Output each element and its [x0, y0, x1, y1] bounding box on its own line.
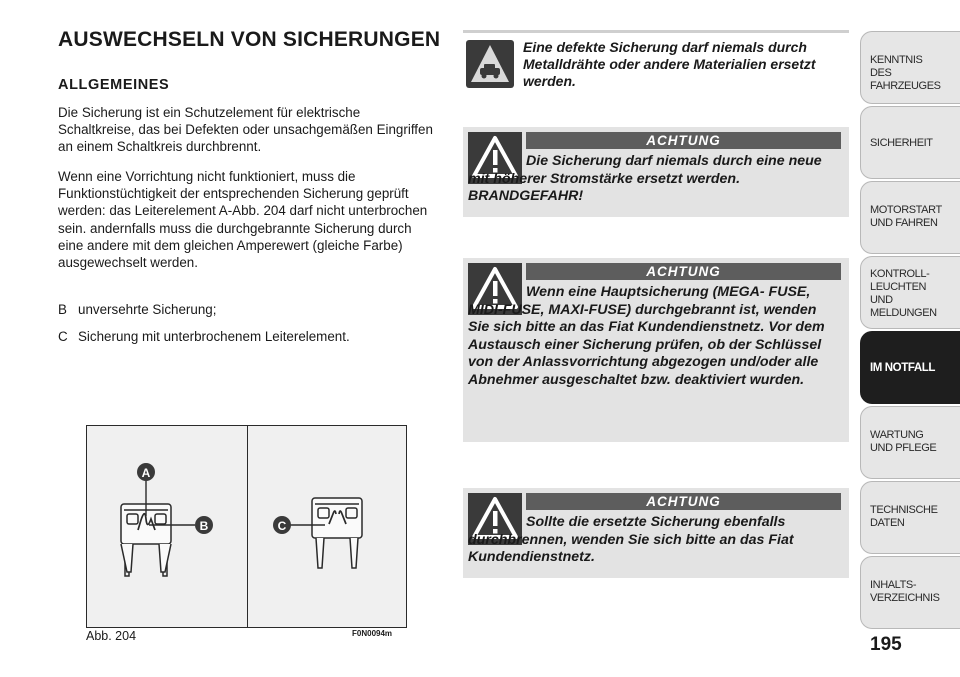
list-text: Sicherung mit unterbrochenem Leiterelement.: [78, 329, 350, 344]
warning-text: [468, 153, 841, 206]
note-block: [463, 34, 849, 94]
warning-text: [468, 284, 841, 390]
tab-technische-daten[interactable]: [860, 481, 960, 554]
list-item: [58, 301, 216, 318]
figure-caption: Abb. 204: [86, 629, 137, 643]
warning-text: [468, 514, 841, 567]
tab-label: DATEN: [870, 517, 905, 529]
tab-label: KENNTNIS: [870, 54, 923, 66]
fuse-illustration: [87, 426, 406, 627]
warning-text-first: Wenn eine Hauptsicherung (MEGA-: [526, 284, 765, 300]
tab-sicherheit[interactable]: [860, 106, 960, 179]
fuse-figure: [86, 425, 407, 628]
tab-inhaltsverzeichnis[interactable]: [860, 556, 960, 629]
label-c: C: [277, 519, 287, 533]
tab-label: SICHERHEIT: [870, 137, 933, 149]
tab-label: UND MELDUNGEN: [870, 294, 937, 319]
list-item: [58, 328, 350, 345]
list-key: C: [58, 329, 68, 344]
warning-text-first: Die Sicherung darf niemals durch eine: [526, 153, 785, 169]
car-jack-icon: [466, 40, 514, 88]
page-title: AUSWECHSELN VON SICHERUNGEN: [58, 28, 441, 51]
tab-label: UND PFLEGE: [870, 442, 937, 454]
figure-code: F0N0094m: [352, 629, 393, 638]
tab-label: VERZEICHNIS: [870, 592, 940, 604]
label-b: B: [199, 519, 209, 533]
warning-box: [463, 488, 849, 578]
tab-im-notfall[interactable]: [860, 331, 960, 404]
tab-wartung[interactable]: [860, 406, 960, 479]
tab-kenntnis[interactable]: [860, 31, 960, 104]
tab-label: INHALTS-: [870, 579, 917, 591]
warning-box: [463, 127, 849, 217]
tab-label: KONTROLL-: [870, 268, 930, 280]
warning-label: ACHTUNG: [526, 132, 841, 149]
warning-text-rest: durchbrennen, wenden Sie sich bitte an das Fiat Kundendienstnetz.: [468, 531, 794, 566]
page-number: 195: [870, 634, 902, 655]
note-text: Eine defekte Sicherung darf niemals durch Metalldrähte oder andere Materialien ersetzt werden.: [523, 39, 816, 89]
top-rule: [463, 30, 849, 33]
warning-box: [463, 258, 849, 442]
tab-label: UND FAHREN: [870, 217, 938, 229]
warning-text-rest: FUSE, MIDI-FUSE, MAXI-FUSE) durchgebrannt ist, wenden Sie sich bitte an das Fiat Kundendienstnetz. Vor dem Austausch einer Sicherung prüfen, ob der Schlüssel von der Anlassvorrichtung abgezogen und/oder alle Abnehmer ausgeschaltet bzw. deaktiviert wurden.: [468, 284, 825, 388]
list-text: unversehrte Sicherung;: [78, 302, 217, 317]
warning-text-first: Sollte die ersetzte Sicherung ebenfalls: [526, 514, 786, 530]
tab-label: TECHNISCHE: [870, 504, 938, 516]
section-heading: ALLGEMEINES: [58, 77, 170, 93]
warning-text-rest: neue mit höherer Stromstärke ersetzt werden. BRANDGEFAHR!: [468, 153, 822, 205]
warning-label: ACHTUNG: [526, 493, 841, 510]
label-a: A: [141, 466, 151, 480]
list-key: B: [58, 302, 67, 317]
warning-label: ACHTUNG: [526, 263, 841, 280]
tab-label: LEUCHTEN: [870, 281, 927, 293]
paragraph-check: Wenn eine Vorrichtung nicht funktioniert, muss die Funktionstüchtigkeit der entsprechenden Sicherung geprüft werden: das Leiterelement A-Abb. 204 darf nicht unterbrochen sein. andernfalls muss die durchgebrannte Sicherung durch eine andere mit dem gleichen Amperewert (gleiche Farbe) ausgewechselt werden.: [58, 169, 428, 271]
tab-label: MOTORSTART: [870, 204, 942, 216]
tab-label: DES FAHRZEUGES: [870, 67, 941, 92]
tab-label: IM NOTFALL: [870, 362, 935, 374]
tab-motorstart[interactable]: [860, 181, 960, 254]
tab-kontrollleuchten[interactable]: [860, 256, 960, 329]
paragraph-intro: Die Sicherung ist ein Schutzelement für elektrische Schaltkreise, das bei Defekten oder unsachgemäßen Eingriffen an einem Schaltkreis durchbrennt.: [58, 105, 433, 155]
tab-label: WARTUNG: [870, 429, 924, 441]
